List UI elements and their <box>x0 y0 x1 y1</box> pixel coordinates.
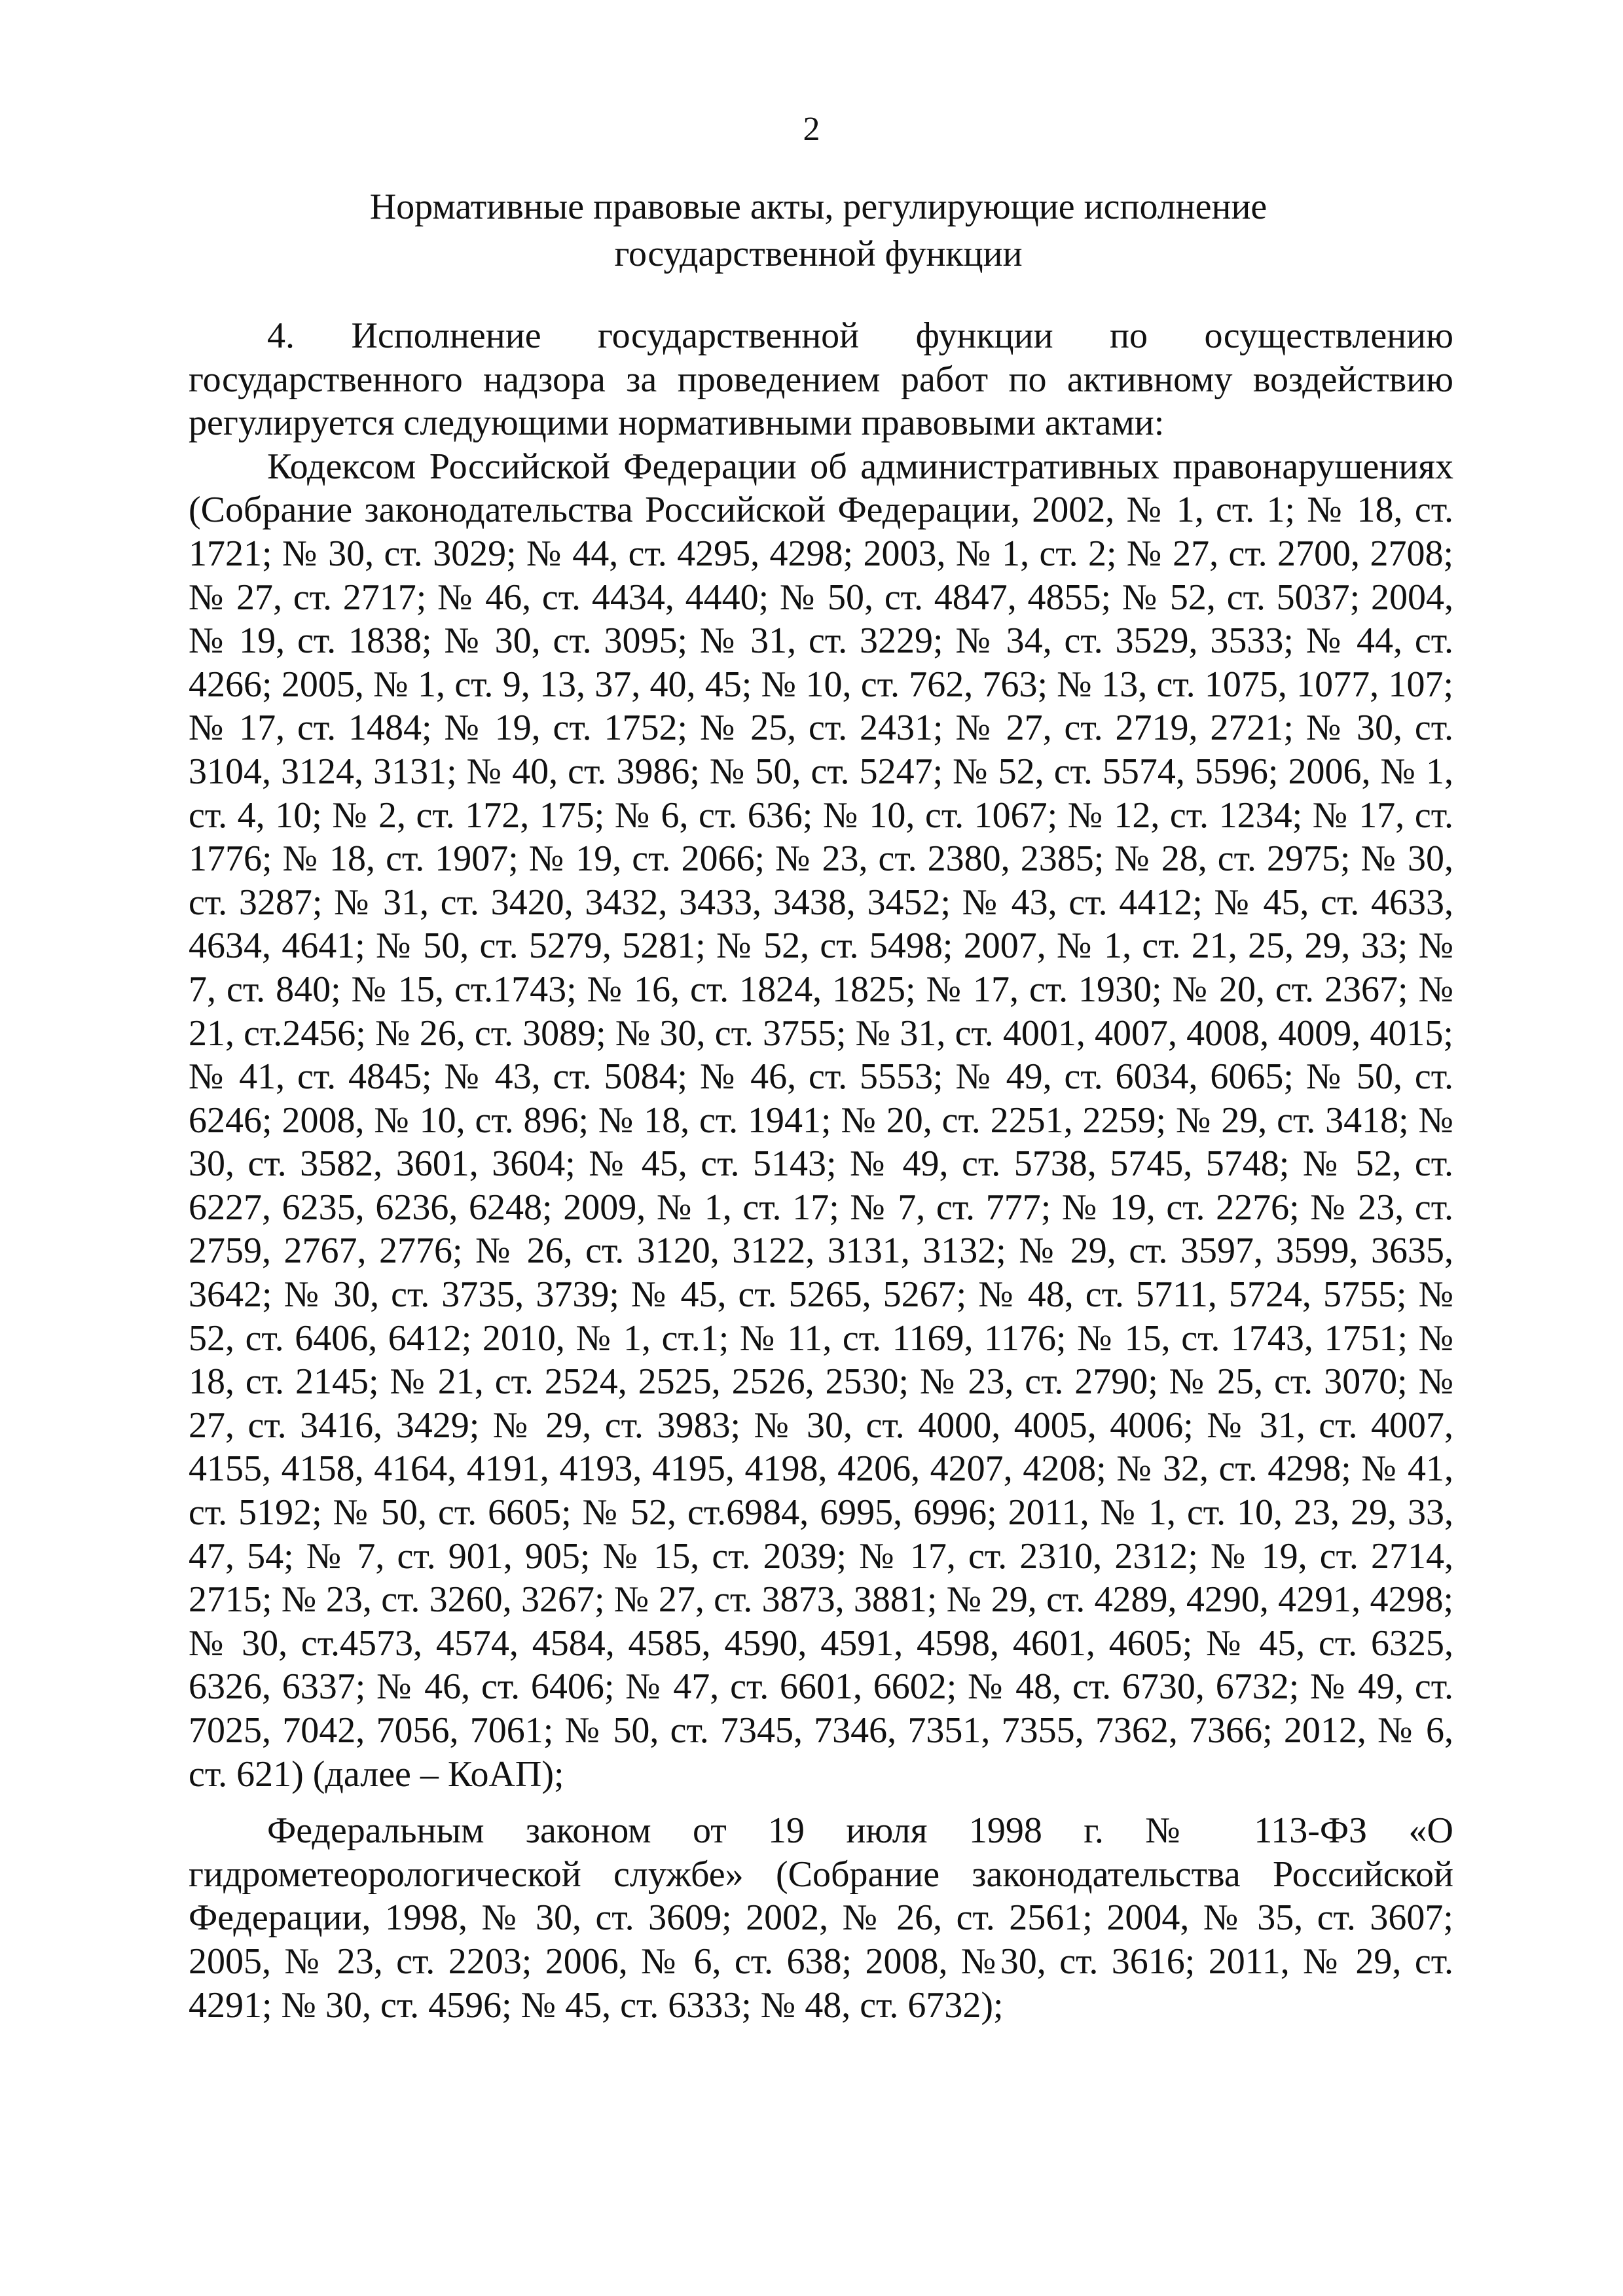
page-number: 2 <box>803 111 820 148</box>
section-heading <box>196 183 1440 278</box>
paragraph-koap: Кодексом Российской Федерации об административных правонарушениях (Собрание законодательства Российской Федерации, 2002, № 1, ст. 1; № 18, ст. 1721; № 30, ст. 3029; № 44, ст. 4295, 4298; 2003, № 1, ст. 2; № 27, ст. 2700, 2708; № 27, ст. 2717; № 46, ст. 4434, 4440; № 50, ст. 4847, 4855; № 52, ст. 5037; 2004, № 19, ст. 1838; № 30, ст. 3095; № 31, ст. 3229; № 34, ст. 3529, 3533; № 44, ст. 4266; 2005, № 1, ст. 9, 13, 37, 40, 45; № 10, ст. 762, 763; № 13, ст. 1075, 1077, 107; № 17, ст. 1484; № 19, ст. 1752; № 25, ст. 2431; № 27, ст. 2719, 2721; № 30, ст. 3104, 3124, 3131; № 40, ст. 3986; № 50, ст. 5247; № 52, ст. 5574, 5596; 2006, № 1, ст. 4, 10; № 2, ст. 172, 175; № 6, ст. 636; № 10, ст. 1067; № 12, ст. 1234; № 17, ст. 1776; № 18, ст. 1907; № 19, ст. 2066; № 23, ст. 2380, 2385; № 28, ст. 2975; № 30, ст. 3287; № 31, ст. 3420, 3432, 3433, 3438, 3452; № 43, ст. 4412; № 45, ст. 4633, 4634, 4641; № 50, ст. 5279, 5281; № 52, ст. 5498; 2007, № 1, ст. 21, 25, 29, 33; № 7, ст. 840; № 15, ст.1743; № 16, ст. 1824, 1825; № 17, ст. 1930; № 20, ст. 2367; № 21, ст.2456; № 26, ст. 3089; № 30, ст. 3755; № 31, ст. 4001, 4007, 4008, 4009, 4015; № 41, ст. 4845; № 43, ст. 5084; № 46, ст. 5553; № 49, ст. 6034, 6065; № 50, ст. 6246; 2008, № 10, ст. 896; № 18, ст. 1941; № 20, ст. 2251, 2259; № 29, ст. 3418; № 30, ст. 3582, 3601, 3604; № 45, ст. 5143; № 49, ст. 5738, 5745, 5748; № 52, ст. 6227, 6235, 6236, 6248; 2009, № 1, ст. 17; № 7, ст. 777; № 19, ст. 2276; № 23, ст. 2759, 2767, 2776; № 26, ст. 3120, 3122, 3131, 3132; № 29, ст. 3597, 3599, 3635, 3642; № 30, ст. 3735, 3739; № 45, ст. 5265, 5267; № 48, ст. 5711, 5724, 5755; № 52, ст. 6406, 6412; 2010, № 1, ст.1; № 11, ст. 1169, 1176; № 15, ст. 1743, 1751; № 18, ст. 2145; № 21, ст. 2524, 2525, 2526, 2530; № 23, ст. 2790; № 25, ст. 3070; № 27, ст. 3416, 3429; № 29, ст. 3983; № 30, ст. 4000, 4005, 4006; № 31, ст. 4007, 4155, 4158, 4164, 4191, 4193, 4195, 4198, 4206, 4207, 4208; № 32, ст. 4298; № 41, ст. 5192; № 50, ст. 6605; № 52, ст.6984, 6995, 6996; 2011, № 1, ст. 10, 23, 29, 33, 47, 54; № 7, ст. 901, 905; № 15, ст. 2039; № 17, ст. 2310, 2312; № 19, ст. 2714, 2715; № 23, ст. 3260, 3267; № 27, ст. 3873, 3881; № 29, ст. 4289, 4290, 4291, 4298; № 30, ст.4573, 4574, 4584, 4585, 4590, 4591, 4598, 4601, 4605; № 45, ст. 6325, 6326, 6337; № 46, ст. 6406; № 47, ст. 6601, 6602; № 48, ст. 6730, 6732; № 49, ст. 7025, 7042, 7056, 7061; № 50, ст. 7345, 7346, 7351, 7355, 7362, 7366; 2012, № 6, ст. 621) (далее – КоАП); <box>189 446 1453 1795</box>
section-heading-line-2: государственной функции <box>614 234 1023 274</box>
section-heading-line-1: Нормативные правовые акты, регулирующие исполнение <box>369 187 1267 227</box>
paragraph-federal-law: Федеральным законом от 19 июля 1998 г. № 113-ФЗ «О гидрометеорологической службе» (Собрание законодательства Российской Федерации, 1998, № 30, ст. 3609; 2002, № 26, ст. 2561; 2004, № 35, ст. 3607; 2005, № 23, ст. 2203; 2006, № 6, ст. 638; 2008, №30, ст. 3616; 2011, № 29, ст. 4291; № 30, ст. 4596; № 45, ст. 6333; № 48, ст. 6732); <box>189 1810 1453 2026</box>
document-body <box>189 314 1453 2027</box>
paragraph-4: 4. Исполнение государственной функции по осуществлению государственного надзора за проведением работ по активному воздействию регулируется следующими нормативными правовыми актами: <box>189 315 1453 444</box>
